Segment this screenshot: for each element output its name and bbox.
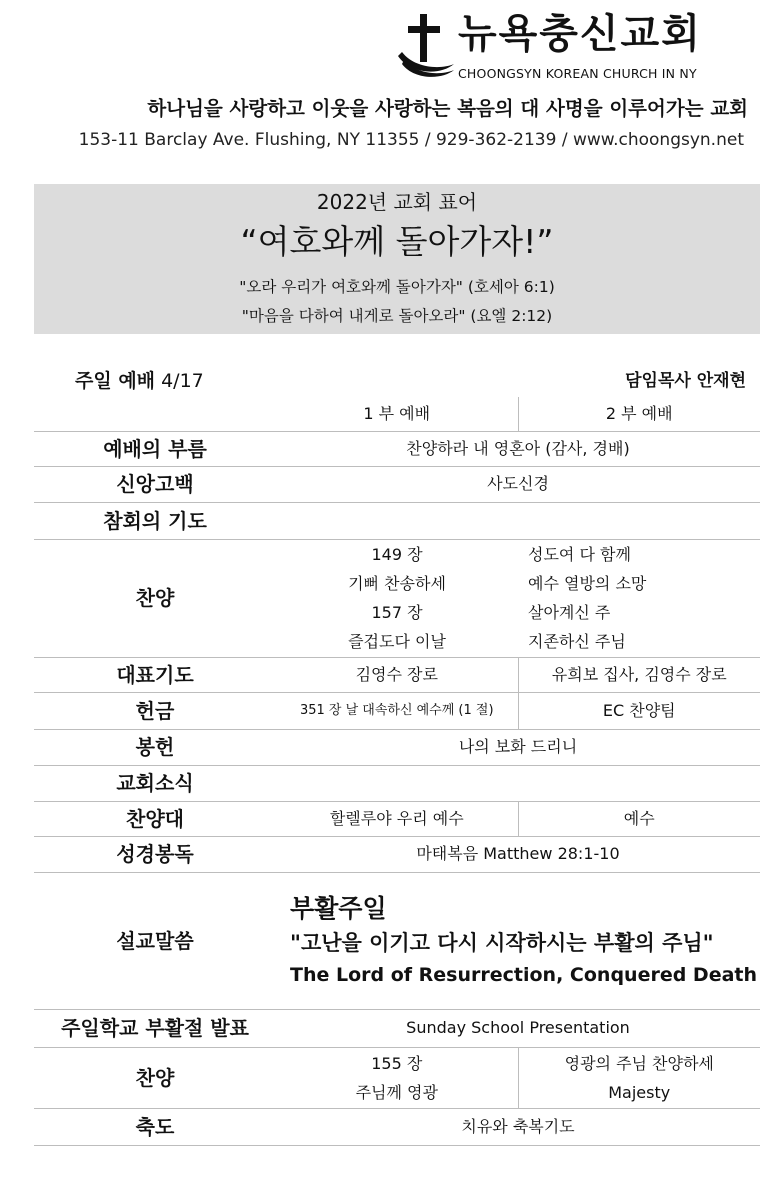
church-name-korean: 뉴욕충신교회 xyxy=(458,11,702,57)
offering-second-service: EC 찬양팀 xyxy=(518,692,760,729)
row-label-praise-2: 찬양 xyxy=(34,1047,276,1108)
hymn-line: 155 장 xyxy=(371,1053,423,1073)
call-to-worship-value: 찬양하라 내 영혼아 (감사, 경배) xyxy=(276,431,760,466)
motto-verse-joel: "마음을 다하여 내게로 돌아오라" (요엘 2:12) xyxy=(241,307,553,325)
table-row xyxy=(34,466,760,502)
order-of-worship-table xyxy=(34,397,760,1146)
hymn-line: Majesty xyxy=(608,1082,671,1102)
row-label-creed: 신앙고백 xyxy=(34,466,276,502)
table-row xyxy=(34,657,760,692)
offering-first-service: 351 장 날 대속하신 예수께 (1 절) xyxy=(276,692,518,729)
hymn-line: 157 장 xyxy=(371,603,423,622)
row-label-benediction: 축도 xyxy=(34,1108,276,1145)
hymn-line: 살아계신 주 xyxy=(528,603,611,622)
table-row xyxy=(34,692,760,729)
church-name-english: CHOONGSYN KOREAN CHURCH IN NY xyxy=(458,66,697,81)
choir-first-service: 할렐루야 우리 예수 xyxy=(276,801,518,836)
church-logo-icon xyxy=(396,12,456,82)
table-row xyxy=(34,765,760,801)
table-row xyxy=(34,1108,760,1145)
row-label-dedication: 봉헌 xyxy=(34,729,276,765)
table-row xyxy=(34,502,760,539)
table-row xyxy=(34,1009,760,1047)
creed-value: 사도신경 xyxy=(276,466,760,502)
motto-banner xyxy=(34,184,760,334)
hymn-line: 149 장 xyxy=(371,545,423,564)
table-row xyxy=(34,431,760,466)
row-label-sermon: 설교말씀 xyxy=(34,872,276,1009)
church-address: 153-11 Barclay Ave. Flushing, NY 11355 / 929-362-2139 / www.choongsyn.net xyxy=(78,130,744,150)
motto-verse-hosea: "오라 우리가 여호와께 돌아가자" (호세아 6:1) xyxy=(239,278,555,296)
choir-second-service: 예수 xyxy=(518,801,760,836)
service-name: 주일 예배 xyxy=(75,370,156,392)
prayer-first-service: 김영수 장로 xyxy=(276,657,518,692)
senior-pastor: 담임목사 안재현 xyxy=(625,371,746,391)
row-label-representative-prayer: 대표기도 xyxy=(34,657,276,692)
dedication-value: 나의 보화 드리니 xyxy=(276,729,760,765)
row-label-call-to-worship: 예배의 부름 xyxy=(34,431,276,466)
church-mission: 하나님을 사랑하고 이웃을 사랑하는 복음의 대 사명을 이루어가는 교회 xyxy=(147,97,748,120)
service-title xyxy=(75,366,204,396)
sermon-title: 부활주일 xyxy=(290,893,387,923)
row-label-offering: 헌금 xyxy=(34,692,276,729)
table-row xyxy=(34,836,760,872)
scripture-value: 마태복음 Matthew 28:1-10 xyxy=(276,836,760,872)
row-label-sunday-school: 주일학교 부활절 발표 xyxy=(34,1009,276,1047)
hymn-line: 예수 열방의 소망 xyxy=(528,574,647,593)
hymn-line: 영광의 주님 찬양하세 xyxy=(564,1053,714,1073)
table-row xyxy=(34,801,760,836)
hymn-line: 즐겁도다 이날 xyxy=(348,632,446,651)
table-row xyxy=(34,1047,760,1108)
bulletin-header xyxy=(0,0,778,160)
service-date: 4/17 xyxy=(161,370,204,392)
hymn-line: 성도여 다 함께 xyxy=(528,545,631,564)
table-row xyxy=(34,539,760,657)
praise2-second-service xyxy=(518,1047,760,1108)
hymn-line: 지존하신 주님 xyxy=(528,632,626,651)
row-label-church-news: 교회소식 xyxy=(34,765,276,801)
table-header-row xyxy=(34,397,760,431)
prayer-second-service: 유희보 집사, 김영수 장로 xyxy=(518,657,760,692)
hymn-line: 주님께 영광 xyxy=(355,1082,438,1102)
sermon-title-english: The Lord of Resurrection, Conquered Death xyxy=(290,963,758,986)
sermon-title-korean: "고난을 이기고 다시 시작하시는 부활의 주님" xyxy=(290,930,714,955)
row-label-praise: 찬양 xyxy=(34,539,276,657)
praise-first-service xyxy=(276,539,518,657)
praise-second-service xyxy=(518,539,760,657)
row-label-choir: 찬양대 xyxy=(34,801,276,836)
row-label-confession: 참회의 기도 xyxy=(34,502,276,539)
table-row xyxy=(34,872,760,1009)
sermon-content xyxy=(276,872,760,1009)
hymn-line: 기뻐 찬송하세 xyxy=(348,574,446,593)
sunday-school-value: Sunday School Presentation xyxy=(276,1009,760,1047)
motto-year: 2022년 교회 표어 xyxy=(316,190,478,214)
praise2-first-service xyxy=(276,1047,518,1108)
row-label-scripture: 성경봉독 xyxy=(34,836,276,872)
second-service-header: 2 부 예배 xyxy=(518,397,760,431)
table-row xyxy=(34,729,760,765)
benediction-value: 치유와 축복기도 xyxy=(276,1108,760,1145)
first-service-header: 1 부 예배 xyxy=(276,397,518,431)
motto-slogan: “여호와께 돌아가자!” xyxy=(240,222,554,261)
